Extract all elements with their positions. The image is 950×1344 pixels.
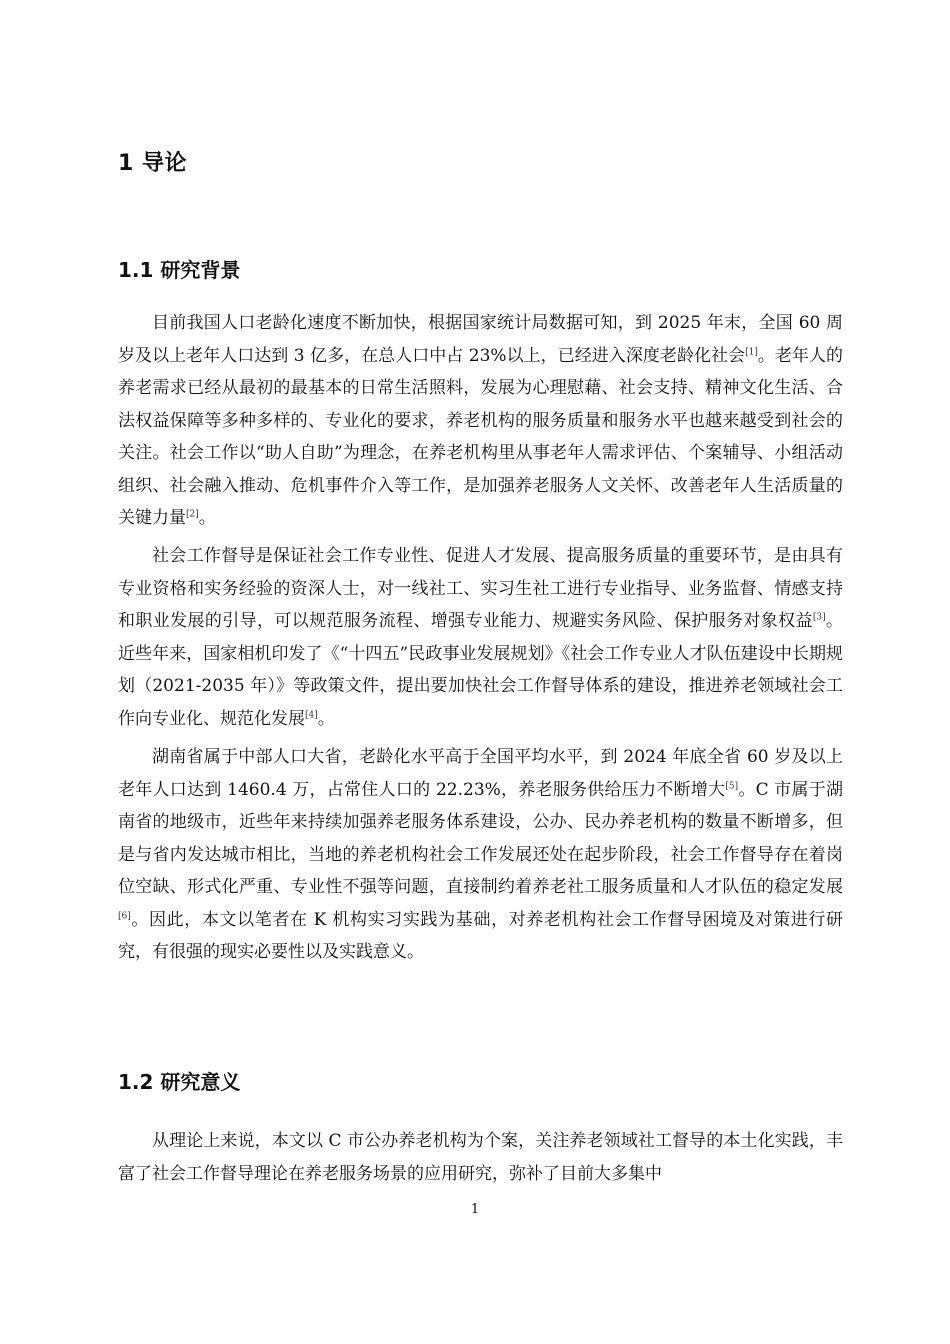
paragraph-text: 。 [317, 708, 335, 729]
paragraph-background-1 [118, 307, 843, 535]
citation-ref: [3] [812, 612, 826, 623]
citation-ref: [6] [118, 910, 131, 921]
paragraph-background-2 [118, 540, 843, 735]
citation-ref: [1] [745, 346, 758, 357]
paragraph-text: 社会工作督导是保证社会工作专业性、促进人才发展、提高服务质量的重要环节，是由具有专业资格和实务经验的资深人士，对一线社工、实习生社工进行专业指导、业务监督、情感支持和职业发展的引导，可以规范服务流程、增强专业能力、规避实务风险、保护服务对象权益 [118, 546, 843, 631]
chapter-heading: 1 导论 [118, 151, 187, 176]
citation-ref: [4] [305, 709, 318, 720]
paragraph-text: 。老年人的养老需求已经从最初的最基本的日常生活照料，发展为心理慰藉、社会支持、精神文化生活、合法权益保障等多种多样的、专业化的要求，养老机构的服务质量和服务水平也越来越受到社会的关注。社会工作以“助人自助”为理念，在养老机构里从事老年人需求评估、个案辅导、小组活动组织、社会融入推动、危机事件介入等工作，是加强养老服务人文关怀、改善老年人生活质量的关键力量 [118, 345, 843, 528]
paragraph-significance-1: 从理论上来说，本文以 C 市公办养老机构为个案，关注养老领域社工督导的本土化实践，丰富了社会工作督导理论在养老服务场景的应用研究，弥补了目前大多集中 [118, 1131, 843, 1184]
paragraph-background-3 [118, 741, 843, 969]
paragraph-text: 。 [198, 508, 216, 528]
section-heading-research-significance: 1.2 研究意义 [118, 1070, 241, 1094]
citation-ref: [2] [186, 509, 199, 520]
paragraph-text: 。近些年来，国家相机印发了《“十四五”民政事业发展规划》《社会工作专业人才队伍建设中长期规划（2021-2035 年）》等政策文件，提出要加快社会工作督导体系的建设，推进养老领域社会工作向专业化、规范化发展 [118, 611, 844, 729]
citation-ref: [5] [725, 780, 739, 791]
paragraph-text: 。因此，本文以笔者在 K 机构实习实践为基础，对养老机构社会工作督导困境及对策进行研究，有很强的现实必要性以及实践意义。 [118, 909, 843, 962]
page-number: 1 [470, 1202, 480, 1217]
paragraph-text: 湖南省属于中部人口大省，老龄化水平高于全国平均水平，到 2024 年底全省 60 岁及以上老年人口达到 1460.4 万，占常住人口的 22.23%，养老服务供给压力不断增大 [118, 747, 843, 800]
paragraph-text: 。C 市属于湖南省的地级市，近些年来持续加强养老服务体系建设，公办、民办养老机构的数量不断增多，但是与省内发达城市相比，当地的养老机构社会工作发展还处在起步阶段，社会工作督导存在着岗位空缺、形式化严重、专业性不强等问题，直接制约着养老社工服务质量和人才队伍的稳定发展 [118, 779, 843, 897]
paragraph-text: 目前我国人口老龄化速度不断加快，根据国家统计局数据可知，到 2025 年末，全国 60 周岁及以上老年人口达到 3 亿多，在总人口中占 23%以上，已经进入深度老龄化社会 [118, 313, 843, 366]
section-heading-research-background: 1.1 研究背景 [118, 258, 241, 282]
